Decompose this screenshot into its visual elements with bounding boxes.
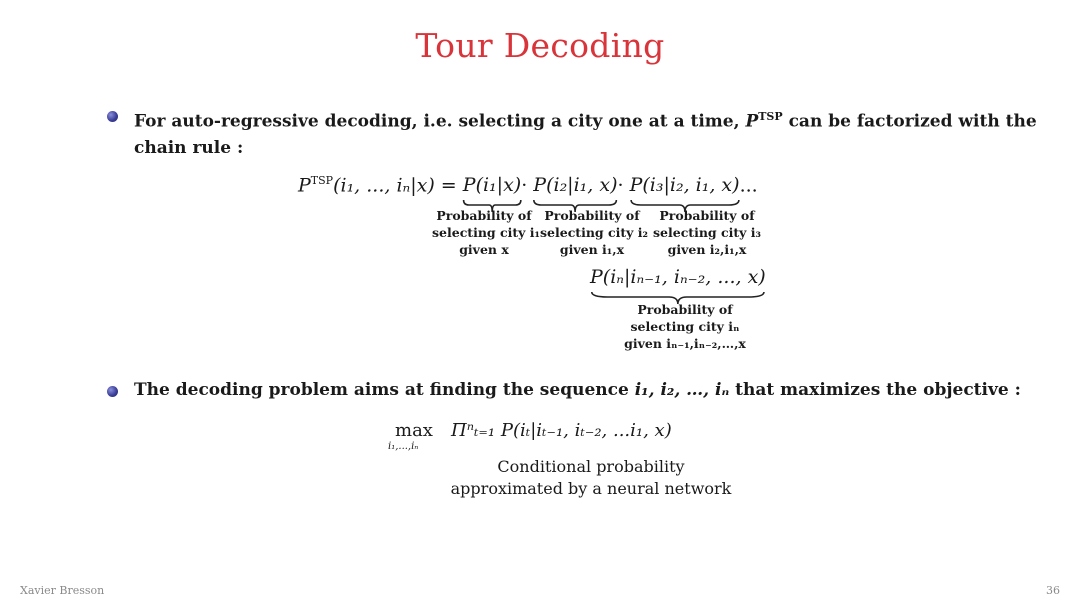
annotation-term-4: Probability of selecting city iₙ given iₙ₋₁,iₙ₋₂,…,x	[624, 302, 746, 351]
footer-page-number: 36	[1046, 584, 1060, 597]
bullet-1-symbol: P	[745, 111, 759, 132]
eq1-term-2: P(i₂|i₁, x)	[533, 174, 617, 196]
footer-author: Xavier Bresson	[20, 584, 105, 597]
bullet-2-text-before: The decoding problem aims at finding the sequence	[134, 380, 635, 400]
eq1-sep-1: ·	[521, 174, 528, 197]
bullet-2-text	[134, 377, 1021, 403]
eq1-ellipsis: ...	[739, 174, 758, 197]
eq1-term-4: P(iₙ|iₙ₋₁, iₙ₋₂, ..., x)	[590, 266, 766, 288]
objective-max: max	[395, 420, 433, 441]
chain-rule-equation	[298, 174, 758, 196]
eq1-lhs-args: (i₁, ..., iₙ|x) =	[333, 174, 457, 197]
annotation-term-2: Probability of selecting city i₂ given i₁,x	[540, 208, 648, 257]
bullet-1-text-before: For auto-regressive decoding, i.e. selecting a city one at a time,	[134, 111, 746, 132]
bullet-1-text-line2: chain rule :	[134, 137, 244, 158]
eq1-lhs-sup: TSP	[310, 174, 334, 187]
bullet-2-sequence: i₁, i₂, …, iₙ	[634, 380, 730, 400]
bullet-icon	[107, 111, 118, 122]
bullet-1-symbol-sup: TSP	[758, 110, 783, 123]
bullet-1-text-after: can be factorized with the	[782, 111, 1037, 132]
annotation-term-1: Probability of selecting city i₁ given x	[432, 208, 540, 257]
bullet-2-text-after: that maximizes the objective :	[729, 380, 1021, 400]
eq1-sep-2: ·	[617, 174, 624, 197]
bullet-1-text	[134, 104, 1037, 161]
bullet-icon	[107, 386, 118, 397]
slide-title: Tour Decoding	[415, 26, 665, 65]
eq1-lhs-P: P	[298, 174, 311, 197]
eq1-term-1: P(i₁|x)	[463, 174, 521, 196]
objective-max-subscript: i₁,...,iₙ	[388, 441, 419, 452]
eq1-term-3: P(i₃|i₂, i₁, x)	[630, 174, 740, 196]
objective-annotation: Conditional probability approximated by a neural network	[450, 457, 732, 498]
annotation-term-3: Probability of selecting city i₃ given i₂,i₁,x	[653, 208, 761, 257]
chain-rule-term-n	[590, 266, 766, 288]
objective-product: Πⁿₜ₌₁ P(iₜ|iₜ₋₁, iₜ₋₂, ...i₁, x)	[451, 420, 672, 441]
